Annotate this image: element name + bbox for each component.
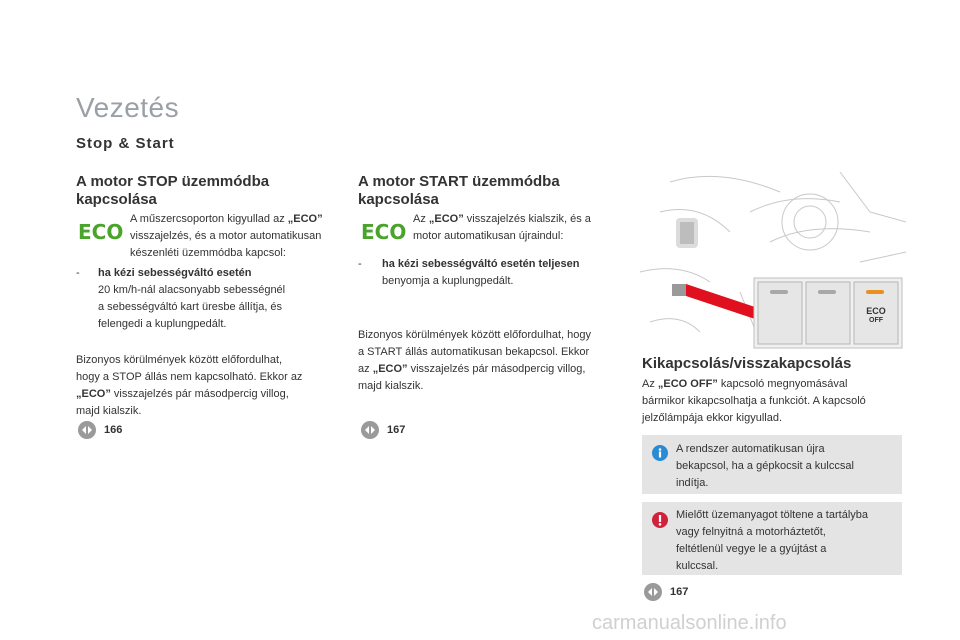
page-ref-link-167-b[interactable]: 167 bbox=[644, 583, 688, 601]
warning-box: Mielőtt üzemanyagot töltene a tartályba vagy felnyitná a motorháztetőt, feltétlenül vegye le a gyújtást a kulccsal. bbox=[642, 502, 902, 575]
info-box: A rendszer automatikusan újra bekapcsol, ha a gépkocsit a kulccsal indítja. bbox=[642, 435, 902, 494]
page-ref-icon bbox=[644, 583, 662, 601]
warning-icon bbox=[652, 512, 668, 528]
page-ref-icon bbox=[361, 421, 379, 439]
eco-off-indicator-lamp bbox=[866, 290, 884, 294]
start-heading: A motor START üzemmódba kapcsolása bbox=[358, 173, 560, 208]
page-subtitle: Stop & Start bbox=[76, 135, 175, 152]
stop-heading: A motor STOP üzemmódba kapcsolása bbox=[76, 173, 270, 208]
switch-blank-1 bbox=[758, 282, 802, 344]
page-ref-link-167[interactable]: 167 bbox=[361, 421, 405, 439]
disable-text: Az „ECO OFF” kapcsoló megnyomásával bármikor kikapcsolhatja a funkciót. A kapcsoló jelzőlámpája ekkor kigyullad. bbox=[642, 378, 866, 424]
eco-indicator-icon: ECO bbox=[361, 220, 407, 244]
switch-blank-2 bbox=[806, 282, 850, 344]
stop-intro: A műszercsoporton kigyullad az „ECO” visszajelzés, és a motor automatikusan készenléti üzemmódba kapcsol: bbox=[130, 213, 323, 259]
start-intro: Az „ECO” visszajelzés kialszik, és a motor automatikusan újraindul: bbox=[413, 213, 591, 242]
switch-location-marker bbox=[672, 284, 686, 296]
stop-note: Bizonyos körülmények között előfordulhat, hogy a STOP állás nem kapcsolható. Ekkor az „ECO” visszajelzés pár másodpercig villog, majd kialszik. bbox=[76, 354, 303, 417]
start-note: Bizonyos körülmények között előfordulhat, hogy a START állás automatikusan bekapcsol. Ekkor az „ECO” visszajelzés pár másodpercig villog, majd kialszik. bbox=[358, 329, 591, 392]
page-ref-link-166[interactable]: 166 bbox=[78, 421, 122, 439]
eco-indicator-icon: ECO bbox=[78, 220, 124, 244]
watermark: carmanualsonline.info bbox=[592, 612, 787, 634]
start-bullet: - ha kézi sebességváltó esetén teljesen benyomja a kuplungpedált. bbox=[358, 258, 580, 287]
stop-bullet: - ha kézi sebességváltó esetén 20 km/h-nál alacsonyabb sebességnél a sebességváltó kart üresbe állítja, és felengedi a kuplungpedált. bbox=[76, 267, 286, 330]
page-title: Vezetés bbox=[76, 92, 180, 123]
info-icon bbox=[652, 445, 668, 461]
page-ref-icon bbox=[78, 421, 96, 439]
disable-heading: Kikapcsolás/visszakapcsolás bbox=[642, 355, 852, 372]
eco-off-switch-label: ECO OFF bbox=[866, 306, 886, 324]
